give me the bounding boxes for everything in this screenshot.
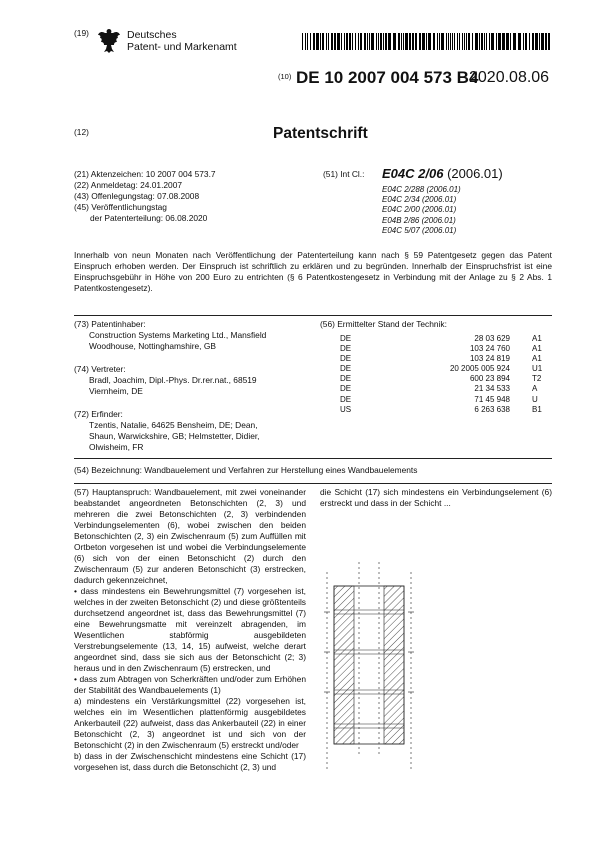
- office-name-line1: Deutsches: [127, 29, 177, 41]
- document-type-title: Patentschrift: [273, 125, 368, 142]
- int-cl-label: (51) Int Cl.:: [323, 169, 365, 179]
- claim-paragraph: • dass mindestens ein Bewehrungsmittel (7) vorgesehen ist, welches in der zweiten Betonschicht (2) und diese größtenteils durchsetzend angeordnet ist, dass das Bewehrungsmittel (7) eine Bewehrungsmatte mit vereinzelt abragenden, im Wesentlichen stabförmig ausgebildeten Verstrebungselemente (13, 14, 15) aufweist, welche derart angeordnet sind, dass sie sich aus der Betonschicht (2; 3) heraus und in den Zwischenraum (5) erstrecken, und: [74, 586, 306, 673]
- barcode-bar: [472, 33, 473, 50]
- barcode-bar: [457, 33, 458, 50]
- main-claim-continued: die Schicht (17) sich mindestens ein Verbindungselement (6) erstreckt und dass in der Schicht ...: [320, 487, 552, 508]
- barcode-bar: [496, 33, 497, 50]
- claim-paragraph: b) dass in der Zwischenschicht mindestens eine Schicht (17) vorgesehen ist, dass durch die Betonschicht (2, 3) und: [74, 751, 306, 772]
- barcode-bar: [481, 33, 483, 50]
- barcode-bar: [433, 33, 435, 50]
- barcode-bar: [380, 33, 382, 50]
- barcode-bar: [541, 33, 544, 50]
- table-row: DE 21 34 533 A: [340, 384, 538, 394]
- barcode-bar: [548, 33, 550, 50]
- claim-paragraph: a) mindestens ein Verstärkungsmittel (22) vorgesehen ist, welches ein im Wesentlichen plattenförmig ausgebildetes Ankerbauteil (22) aufweist, dass das Ankerbauteil (22) in einer Betonschicht (2, 3) angeordnet ist und sich von der Betonschicht (2) in den Zwischenraum (5) erstreckt und/oder: [74, 696, 306, 750]
- inventor-line: Olwisheim, FR: [89, 442, 144, 452]
- inid-19: (19): [74, 28, 89, 38]
- barcode-bar: [349, 33, 351, 50]
- agent-line: Viernheim, DE: [89, 386, 143, 396]
- barcode-bar: [535, 33, 538, 50]
- barcode: [302, 33, 552, 50]
- barcode-bar: [337, 33, 340, 50]
- barcode-bar: [422, 33, 425, 50]
- barcode-bar: [484, 33, 485, 50]
- barcode-bar: [448, 33, 449, 50]
- barcode-bar: [388, 33, 391, 50]
- table-row: DE 103 24 760 A1: [340, 344, 542, 354]
- barcode-bar: [322, 33, 324, 50]
- barcode-bar: [310, 33, 311, 50]
- barcode-bar: [385, 33, 387, 50]
- int-cl-main-symbol: E04C 2/06: [382, 166, 444, 181]
- barcode-bar: [529, 33, 530, 50]
- agent-label: (74) Vertreter:: [74, 364, 126, 374]
- barcode-bar: [502, 33, 505, 50]
- laid-open-date: (43) Offenlegungstag: 07.08.2008: [74, 191, 200, 201]
- table-row: DE 103 24 819 A1: [340, 354, 542, 364]
- barcode-bar: [307, 33, 308, 50]
- bibliographic-data: [74, 169, 216, 224]
- barcode-bar: [475, 33, 478, 50]
- barcode-bar: [405, 33, 408, 50]
- barcode-bar: [454, 33, 455, 50]
- barcode-bar: [428, 33, 431, 50]
- barcode-bar: [532, 33, 534, 50]
- table-row: DE 600 23 894 T2: [340, 374, 542, 384]
- barcode-bar: [479, 33, 480, 50]
- table-row: DE 28 03 629 A1: [340, 334, 542, 343]
- filing-date: (22) Anmeldetag: 24.01.2007: [74, 180, 183, 190]
- barcode-bar: [419, 33, 421, 50]
- barcode-bar: [378, 33, 379, 50]
- document-number: DE 10 2007 004 573 B4: [296, 68, 479, 87]
- barcode-bar: [486, 33, 487, 50]
- barcode-bar: [446, 33, 447, 50]
- barcode-bar: [539, 33, 540, 50]
- barcode-bar: [328, 33, 329, 50]
- inventor-label: (72) Erfinder:: [74, 409, 123, 419]
- claim-paragraph: • dass zum Abtragen von Scherkräften und/oder zum Erhöhen der Stabilität des Wandbauelements (1): [74, 674, 306, 695]
- int-cl-item: E04C 5/07 (2006.01): [382, 225, 457, 235]
- prior-art-label: (56) Ermittelter Stand der Technik:: [320, 319, 447, 329]
- table-row: DE 20 2005 005 924 U1: [340, 364, 543, 374]
- barcode-bar: [441, 33, 444, 50]
- barcode-bar: [355, 33, 356, 50]
- barcode-bar: [401, 33, 402, 50]
- invention-title: (54) Bezeichnung: Wandbauelement und Verfahren zur Herstellung eines Wandbauelements: [74, 465, 418, 475]
- table-row: DE 71 45 948 U: [340, 394, 538, 404]
- barcode-bar: [334, 33, 336, 50]
- barcode-bar: [313, 33, 315, 50]
- barcode-bar: [316, 33, 319, 50]
- barcode-bar: [326, 33, 327, 50]
- barcode-bar: [525, 33, 527, 50]
- divider: [74, 458, 552, 459]
- wall-element-drawing: [322, 552, 418, 780]
- barcode-bar: [367, 33, 368, 50]
- barcode-bar: [383, 33, 384, 50]
- barcode-bar: [393, 33, 396, 50]
- inid-12: (12): [74, 127, 89, 137]
- barcode-bar: [464, 33, 465, 50]
- barcode-bar: [513, 33, 516, 50]
- barcode-bar: [491, 33, 494, 50]
- barcode-bar: [466, 33, 467, 50]
- divider: [74, 315, 552, 316]
- barcode-bar: [498, 33, 501, 50]
- barcode-bar: [462, 33, 463, 50]
- application-number: (21) Aktenzeichen: 10 2007 004 573.7: [74, 169, 216, 179]
- int-cl-item: E04C 2/288 (2006.01): [382, 185, 461, 194]
- barcode-bar: [371, 33, 374, 50]
- int-cl-list: [382, 185, 461, 236]
- barcode-bar: [459, 33, 460, 50]
- barcode-bar: [452, 33, 453, 50]
- barcode-bar: [376, 33, 377, 50]
- federal-eagle-logo: [97, 27, 121, 55]
- publication-label: (45) Veröffentlichungstag: [74, 202, 167, 212]
- barcode-bar: [523, 33, 524, 50]
- barcode-bar: [320, 33, 321, 50]
- barcode-bar: [489, 33, 490, 50]
- barcode-bar: [409, 33, 411, 50]
- barcode-bar: [412, 33, 414, 50]
- barcode-bar: [518, 33, 521, 50]
- agent-line: Bradl, Joachim, Dipl.-Phys. Dr.rer.nat., 68519: [89, 375, 257, 385]
- barcode-bar: [360, 33, 362, 50]
- barcode-bar: [450, 33, 451, 50]
- barcode-bar: [341, 33, 342, 50]
- barcode-bar: [358, 33, 359, 50]
- int-cl-item: E04B 2/86 (2006.01): [382, 215, 456, 225]
- barcode-bar: [331, 33, 333, 50]
- barcode-bar: [468, 33, 470, 50]
- int-cl-item: E04C 2/34 (2006.01): [382, 195, 457, 205]
- int-cl-item: E04C 2/00 (2006.01): [382, 205, 457, 215]
- opposition-notice: Innerhalb von neun Monaten nach Veröffentlichung der Patenterteilung kann nach § 59 Patentgesetz gegen das Patent Einspruch erhoben werden. Der Einspruch ist schriftlich zu erklären und zu begründen. Innerhalb der Einspruchsfrist ist eine Einspruchsgebühr in Höhe von 200 Euro zu entrichten (§ 6 Patentkostengesetz in Verbindung mit der Anlage zu § 2 Abs. 1 Patentkostengesetz).: [74, 250, 552, 293]
- barcode-bar: [415, 33, 417, 50]
- barcode-bar: [305, 33, 306, 50]
- divider: [74, 483, 552, 484]
- barcode-bar: [344, 33, 345, 50]
- barcode-bar: [506, 33, 509, 50]
- barcode-bar: [352, 33, 353, 50]
- barcode-bar: [364, 33, 366, 50]
- inventor-line: Shaun, Warwickshire, GB; Helmstetter, Didier,: [89, 431, 260, 441]
- inventor-line: Tzentis, Natalie, 64625 Bensheim, DE; Dean,: [89, 420, 258, 430]
- office-name-line2: Patent- und Markenamt: [127, 41, 237, 53]
- grant-publication-date: der Patenterteilung: 06.08.2020: [90, 213, 208, 223]
- barcode-bar: [302, 33, 303, 50]
- barcode-bar: [510, 33, 511, 50]
- publication-date: 2020.08.06: [469, 69, 550, 86]
- barcode-bar: [545, 33, 547, 50]
- owner-label: (73) Patentinhaber:: [74, 319, 146, 329]
- int-cl-main: [382, 166, 503, 181]
- barcode-bar: [437, 33, 438, 50]
- inid-10: (10): [278, 72, 292, 81]
- barcode-bar: [369, 33, 370, 50]
- owner-line: Construction Systems Marketing Ltd., Mansfield: [89, 330, 267, 340]
- barcode-bar: [426, 33, 427, 50]
- barcode-bar: [439, 33, 440, 50]
- int-cl-main-year: (2006.01): [447, 166, 503, 181]
- barcode-bar: [403, 33, 404, 50]
- claim-paragraph: (57) Hauptanspruch: Wandbauelement, mit zwei voneinander beabstandet angeordneten Betonschichten (2, 3) und mehreren die zwei Betonschichten (2, 3) verbindenden Verbindungselementen (6), wobei zwischen den beiden Betonschichten (2, 3) ein Zwischenraum (5) zum Auffüllen mit Ortbeton vorgesehen ist und wobei die Verbindungselemente (6) sich von der einen Betonschicht (2) durch den Zwischenraum (5) zur anderen Betonschicht (3) erstrecken, dadurch gekennzeichnet,: [74, 487, 306, 585]
- parties-block: [74, 319, 304, 453]
- owner-line: Woodhouse, Nottinghamshire, GB: [89, 341, 216, 351]
- table-row: US 6 263 638 B1: [340, 404, 542, 414]
- barcode-bar: [398, 33, 400, 50]
- prior-art-table: [340, 334, 562, 415]
- barcode-bar: [346, 33, 348, 50]
- main-claim: [74, 487, 306, 773]
